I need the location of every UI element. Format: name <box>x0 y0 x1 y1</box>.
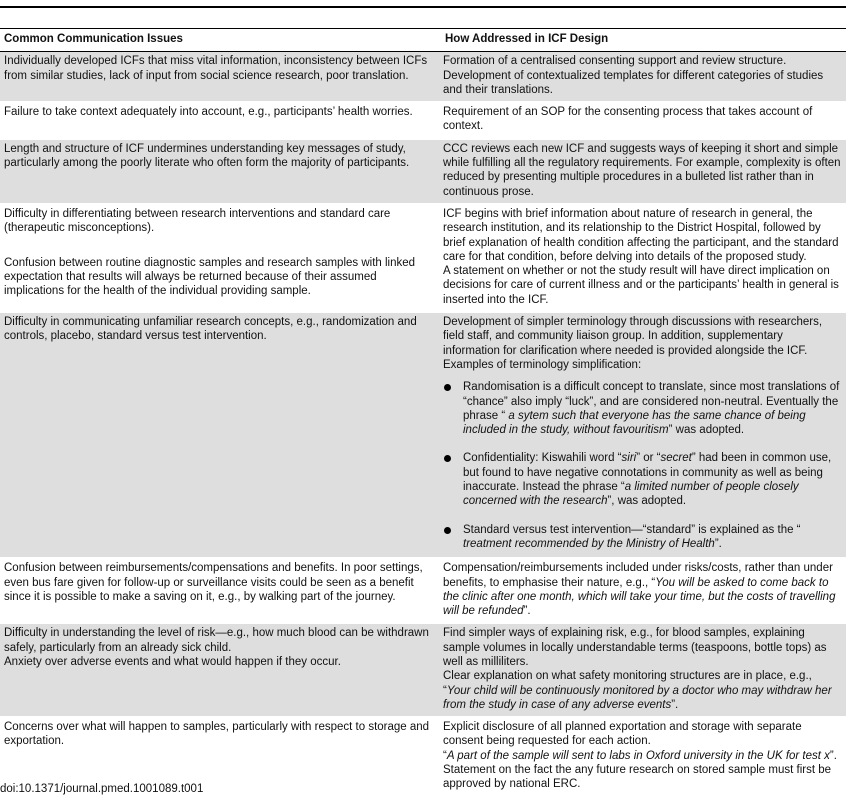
addressed-text: “A part of the sample will sent to labs in Oxford university in the UK for test x”. <box>443 749 837 762</box>
list-item: Confidentiality: Kiswahili word “siri” or “secret” had been in common use, but found to have negative connotations in community as well as being inaccurate. Instead the phrase “a limited number of people closely concerned with the research”, was adopted. <box>443 451 842 508</box>
addressed-cell <box>441 312 846 558</box>
header-issues: Common Communication Issues <box>0 29 441 52</box>
icf-issues-table <box>0 28 846 798</box>
addressed-text: Development of simpler terminology through discussions with researchers, field staff, and community liaison group. In addition, supplementary information for clarification where needed is provided alongside the ICF. <box>443 316 823 357</box>
addressed-text: ICF begins with brief information about nature of research in general, the research institution, and its relationship to the District Hospital, followed by brief explanation of health condition affecting the participant, and the standard care for that condition, before delving into details of the proposed study. <box>443 207 839 263</box>
issue-text: Confusion between routine diagnostic samples and research samples with linked expectation that results will always be returned because of their assumed implications for the health of the individual providing sample. <box>4 256 416 298</box>
list-item: Randomisation is a difficult concept to translate, since most translations of “chance” also imply “luck”, and are considered non-neutral. Eventually the phrase “ a sytem such that everyone has the same chance of being included in the study, without favouritism” was adopted. <box>443 380 842 437</box>
issue-text: Difficulty in communicating unfamiliar research concepts, e.g., randomization and controls, placebo, standard versus test intervention. <box>4 316 417 343</box>
table-row <box>0 139 846 204</box>
addressed-text: A statement on whether or not the study result will have direct implication on decisions for care of current illness and or the participants’ health in general is inserted into the ICF. <box>443 265 839 306</box>
addressed-cell <box>441 558 846 623</box>
issue-cell <box>0 52 441 102</box>
addressed-cell <box>441 102 846 139</box>
issue-cell <box>0 139 441 204</box>
issue-text: Length and structure of ICF undermines understanding key messages of study, particularly among the poorly literate who often form the majority of participants. <box>4 142 410 170</box>
addressed-cell <box>441 52 846 102</box>
addressed-text: Find simpler ways of explaining risk, e.g., for blood samples, explaining sample volumes in locally understandable terms (teaspoons, bottle tops) as well as milliliters. <box>443 627 827 668</box>
issue-text: Failure to take context adequately into account, e.g., participants’ health worries. <box>4 106 413 119</box>
addressed-text: Clear explanation on what safety monitoring structures are in place, e.g., “Your child will be continuously monitored by a doctor who may withdraw her from the study in case of any adverse events”. <box>443 670 832 711</box>
table-row <box>0 102 846 139</box>
addressed-text: Explicit disclosure of all planned exportation and storage with separate consent being requested for each action. <box>443 721 802 748</box>
examples-heading: Examples of terminology simplification: <box>443 358 642 371</box>
table-header-row <box>0 29 846 52</box>
header-addressed: How Addressed in ICF Design <box>441 29 846 52</box>
addressed-text: Compensation/reimbursements included under risks/costs, rather than under benefits, to emphasise their nature, e.g., “You will be asked to come back to the clinic after one month, which will take your time, but the costs of travelling will be refunded”. <box>443 562 836 618</box>
table-row <box>0 623 846 717</box>
table-row <box>0 558 846 623</box>
addressed-cell <box>441 623 846 717</box>
addressed-cell <box>441 139 846 204</box>
addressed-text: CCC reviews each new ICF and suggests ways of keeping it short and simple while fulfilling all the regulatory requirements. For example, complexity is often reduced by presenting multiple procedures in a bulleted list rather than in continuous prose. <box>443 142 841 198</box>
issue-cell <box>0 204 441 312</box>
issue-text: Anxiety over adverse events and what would happen if they occur. <box>4 655 341 668</box>
doi-label: doi:10.1371/journal.pmed.1001089.t001 <box>0 783 204 795</box>
table-row <box>0 52 846 102</box>
list-item: Standard versus test intervention—“standard” is explained as the “ treatment recommended by the Ministry of Health”. <box>443 523 842 552</box>
issue-cell <box>0 312 441 558</box>
issue-cell <box>0 102 441 139</box>
addressed-text: Statement on the fact the any future research on stored sample must first be approved by national ERC. <box>443 764 832 791</box>
table-row <box>0 312 846 558</box>
issue-text: Individually developed ICFs that miss vital information, inconsistency between ICFs from similar studies, lack of input from social science research, poor translation. <box>4 55 428 82</box>
issue-cell <box>0 623 441 717</box>
top-rule <box>0 6 846 8</box>
issue-cell <box>0 558 441 623</box>
table-row <box>0 204 846 312</box>
issue-text: Confusion between reimbursements/compensations and benefits. In poor settings, even bus fare given for follow-up or surveillance visits could be seen as a benefit since it is possible to make a saving on it, e.g., by walking part of the journey. <box>4 562 423 603</box>
terminology-examples-list <box>443 380 842 551</box>
addressed-cell <box>441 717 846 796</box>
addressed-cell <box>441 204 846 312</box>
issue-text: Difficulty in understanding the level of risk—e.g., how much blood can be withdrawn safely, particularly from an already sick child. <box>4 627 429 654</box>
addressed-text: Formation of a centralised consenting support and review structure. Development of contextualized templates for different categories of studies and their translations. <box>443 55 824 96</box>
issue-text: Difficulty in differentiating between research interventions and standard care (therapeutic misconceptions). <box>4 207 391 235</box>
addressed-text: Requirement of an SOP for the consenting process that takes account of context. <box>443 106 813 133</box>
issue-text: Concerns over what will happen to samples, particularly with respect to storage and exportation. <box>4 721 430 748</box>
